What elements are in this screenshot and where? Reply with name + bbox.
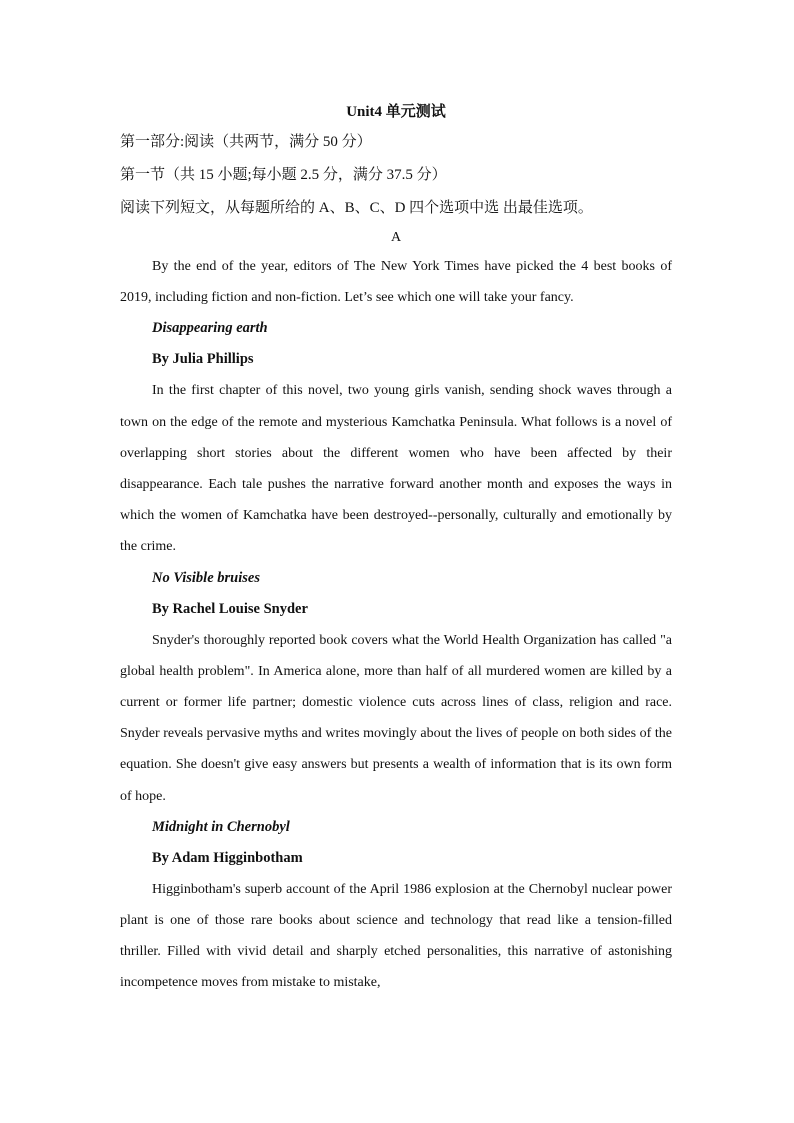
book-title: Disappearing earth (152, 320, 268, 337)
book-author: By Rachel Louise Snyder (152, 600, 308, 617)
book-description: Snyder's thoroughly reported book covers what the World Health Organization has called "a global health problem". In America alone, more than half of all murdered women are killed by a current or former life partner; domestic violence cuts across lines of class, religion and race. Snyder reveals pervasive myths and writes movingly about the lives of people on both sides of the equation. She doesn't give easy answers but presents a wealth of information that is its own form of hope. (120, 632, 672, 804)
document-title: Unit4 单元测试 (346, 104, 446, 120)
book-description: In the first chapter of this novel, two young girls vanish, sending shock waves through a town on the edge of the remote and mysterious Kamchatka Peninsula. What follows is a novel of overlapping short stories about the different women who have been affected by their disappearance. Each tale pushes the narrative forward another month and exposes the ways in which the women of Kamchatka have been destroyed--personally, culturally and emotionally by the crime. (120, 383, 672, 555)
book-title: No Visible bruises (152, 569, 260, 586)
passage-label: A (390, 230, 402, 245)
book-description: Higginbotham's superb account of the April 1986 explosion at the Chernobyl nuclear power plant is one of those rare books about science and technology that read like a tension-filled thriller. Filled with vivid detail and sharply etched personalities, this narrative of astonishing incompetence moves from mistake to mistake, (120, 881, 672, 991)
book-title: Midnight in Chernobyl (152, 818, 290, 835)
book-author: By Adam Higginbotham (152, 849, 303, 866)
intro-paragraph: By the end of the year, editors of The New York Times have picked the 4 best books of 2019, including fiction and non-fiction. Let’s see which one will take your fancy. (120, 259, 672, 306)
instruction-text: 阅读下列短文，从每题所给的 A、B、C、D 四个选项中选 出最佳选项。 (120, 200, 593, 216)
section-heading: 第一节（共 15 小题;每小题 2.5 分，满分 37.5 分） (120, 167, 447, 183)
part-heading: 第一部分:阅读（共两节，满分 50 分） (120, 134, 372, 150)
book-author: By Julia Phillips (152, 351, 254, 368)
document-page (120, 98, 672, 999)
